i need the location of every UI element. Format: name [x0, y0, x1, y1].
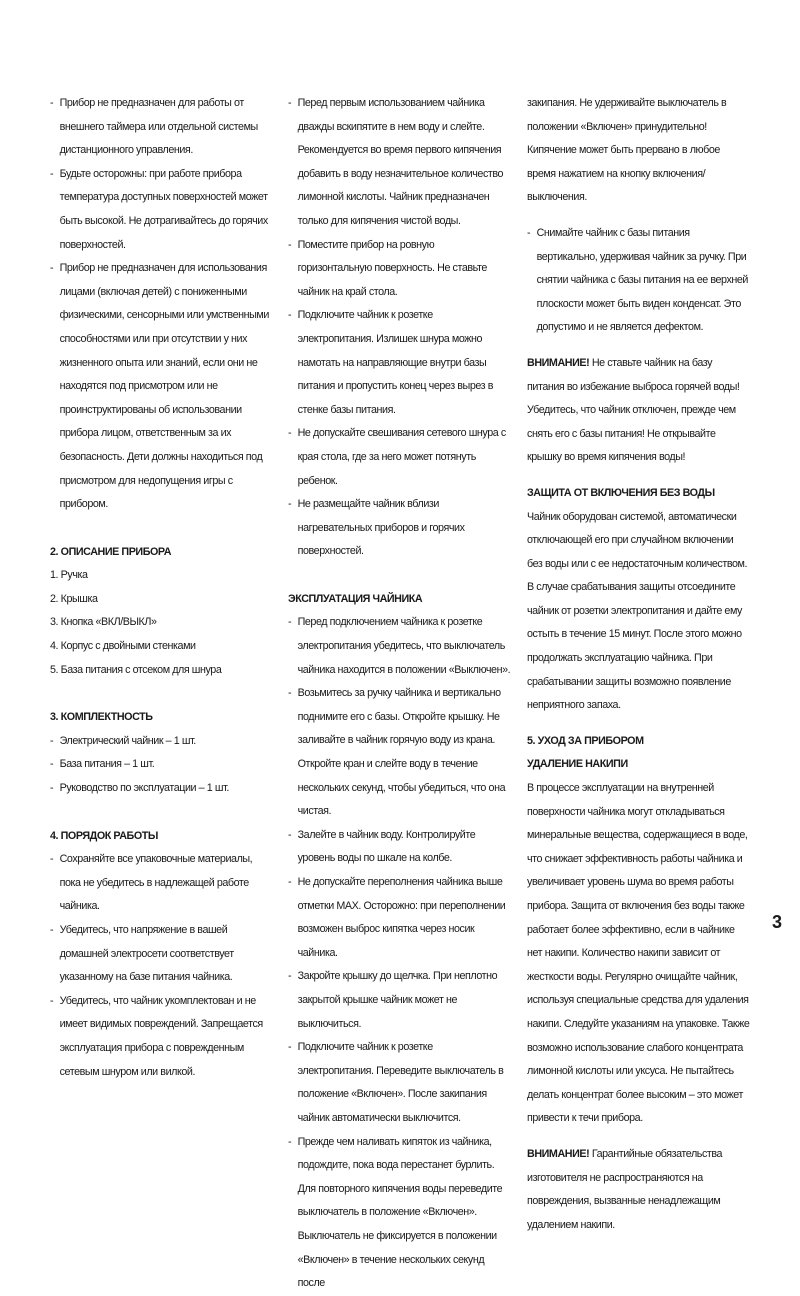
- list-item: - Подключите чайник к розетке электропитания. Переведите выключатель в положение «Включен». После закипания чайник автоматически выключится.: [288, 1036, 511, 1130]
- list-item: - Перед первым использованием чайника дважды вскипятите в нем воду и слейте. Рекомендуется во время первого кипячения добавить в воду незначительное количество лимонной кислоты. Чайник предназначен только для кипячения чистой воды.: [288, 92, 511, 234]
- section-subheading: УДАЛЕНИЕ НАКИПИ: [527, 758, 628, 771]
- list-item: - Поместите прибор на ровную горизонтальную поверхность. Не ставьте чайник на край стола.: [288, 234, 511, 305]
- warning-text: Гарантийные обязательства изготовителя не распространяются на повреждения, вызванные ненадлежащим удалением накипи.: [527, 1147, 723, 1231]
- section-heading: ЭКСПЛУАТАЦИЯ ЧАЙНИКА: [288, 592, 423, 605]
- warning-label: ВНИМАНИЕ!: [527, 356, 590, 369]
- list-item: - Снимайте чайник с базы питания вертикально, удерживая чайник за ручку. При снятии чайника с базы питания на ее верхней плоскости может быть виден конденсат. Это допустимо и не является дефектом.: [527, 222, 750, 340]
- list-item: - Перед подключением чайника к розетке электропитания убедитесь, что выключатель чайника находится в положении «Выключен».: [288, 611, 511, 682]
- list-item: - Убедитесь, что напряжение в вашей домашней электросети соответствует указанному на базе питания чайника.: [50, 919, 273, 990]
- warning-note: [527, 352, 750, 470]
- list-item: - Убедитесь, что чайник укомплектован и не имеет видимых повреждений. Запрещается эксплуатация прибора с поврежденным сетевым шнуром или вилкой.: [50, 990, 273, 1084]
- warning-note: [527, 1143, 750, 1237]
- list-item: - Прибор не предназначен для использования лицами (включая детей) с пониженными физическими, сенсорными или умственными способностями или при отсутствии у них жизненного опыта или знаний, если они не находятся под присмотром или не проинструктированы об использовании прибора лицом, ответственным за их безопасность. Дети должны находиться под присмотром для недопущения игры с прибором.: [50, 257, 273, 517]
- paragraph: Чайник оборудован системой, автоматически отключающей его при случайном включении без воды или с ее недостаточным количеством. В случае срабатывания защиты отсоедините чайник от розетки электропитания и дайте ему остыть в течение 15 минут. После этого можно продолжать эксплуатацию чайника. При срабатывании защиты возможно появление неприятного запаха.: [527, 510, 748, 712]
- paragraph: закипания. Не удерживайте выключатель в положении «Включен» принудительно! Кипячение может быть прервано в любое время нажатием на кнопку включения/выключения.: [527, 97, 727, 204]
- list-item: - Руководство по эксплуатации – 1 шт.: [50, 777, 273, 801]
- list-item: - Будьте осторожны: при работе прибора температура доступных поверхностей может быть высокой. Не дотрагивайтесь до горячих поверхностей.: [50, 163, 273, 257]
- list-item: 4. Корпус с двойными стенками: [50, 640, 196, 653]
- list-item: 5. База питания с отсеком для шнура: [50, 663, 222, 676]
- section-heading: 2. ОПИСАНИЕ ПРИБОРА: [50, 545, 172, 558]
- list-item: - Подключите чайник к розетке электропитания. Излишек шнура можно намотать на направляющие внутри базы питания и пропустить конец через вырез в стенке базы питания.: [288, 304, 511, 422]
- list-item: 1. Ручка: [50, 569, 88, 582]
- section-heading: 5. УХОД ЗА ПРИБОРОМ: [527, 734, 644, 747]
- list-item: - Возьмитесь за ручку чайника и вертикально поднимите его с базы. Откройте крышку. Не заливайте в чайник горячую воду из крана. Откройте кран и слейте воду в течение нескольких секунд, чтобы убедиться, что она чистая.: [288, 682, 511, 824]
- warning-label: ВНИМАНИЕ!: [527, 1147, 590, 1160]
- column-3: [527, 92, 750, 1237]
- list-item: - Не допускайте свешивания сетевого шнура с края стола, где за него может потянуть ребенок.: [288, 422, 511, 493]
- paragraph: В процессе эксплуатации на внутренней поверхности чайника могут откладываться минеральные вещества, содержащиеся в воде, что снижает эффективность работы чайника и увеличивает уровень шума во время работы прибора. Защита от включения без воды также работает более эффективно, если в чайнике нет накипи. Количество накипи зависит от жесткости воды. Регулярно очищайте чайник, используя специальные средства для удаления накипи. Следуйте указаниям на упаковке. Также возможно использование слабого концентрата лимонной кислоты или уксуса. Не пытайтесь делать концентрат более высоким – это может привести к течи прибора.: [527, 782, 750, 1125]
- column-1: [50, 92, 273, 1084]
- section-heading: 4. ПОРЯДОК РАБОТЫ: [50, 829, 158, 842]
- section-heading: 3. КОМПЛЕКТНОСТЬ: [50, 711, 153, 724]
- list-item: - Закройте крышку до щелчка. При неплотно закрытой крышке чайник может не выключиться.: [288, 965, 511, 1036]
- list-item: - Сохраняйте все упаковочные материалы, пока не убедитесь в надлежащей работе чайника.: [50, 848, 273, 919]
- warning-text: Не ставьте чайник на базу питания во избежание выброса горячей воды! Убедитесь, что чайник отключен, прежде чем снять его с базы питания! Не открывайте крышку во время кипячения воды!: [527, 356, 740, 464]
- list-item: - Электрический чайник – 1 шт.: [50, 730, 273, 754]
- list-item: - База питания – 1 шт.: [50, 753, 273, 777]
- list-item: - Прежде чем наливать кипяток из чайника, подождите, пока вода перестанет бурлить. Для повторного кипячения воды переведите выключатель в положение «Включен». Выключатель не фиксируется в положении «Включен» в течение нескольких секунд после: [288, 1131, 511, 1296]
- list-item: - Залейте в чайник воду. Контролируйте уровень воды по шкале на колбе.: [288, 824, 511, 871]
- list-item: 2. Крышка: [50, 592, 98, 605]
- list-item: - Не допускайте переполнения чайника выше отметки MAX. Осторожно: при переполнении возможен выброс кипятка через носик чайника.: [288, 871, 511, 965]
- list-item: 3. Кнопка «ВКЛ/ВЫКЛ»: [50, 616, 157, 629]
- column-2: [288, 92, 511, 1296]
- section-heading: ЗАЩИТА ОТ ВКЛЮЧЕНИЯ БЕЗ ВОДЫ: [527, 486, 715, 499]
- list-item: - Прибор не предназначен для работы от внешнего таймера или отдельной системы дистанционного управления.: [50, 92, 273, 163]
- page-number: 3: [772, 912, 783, 932]
- list-item: - Не размещайте чайник вблизи нагревательных приборов и горячих поверхностей.: [288, 493, 511, 564]
